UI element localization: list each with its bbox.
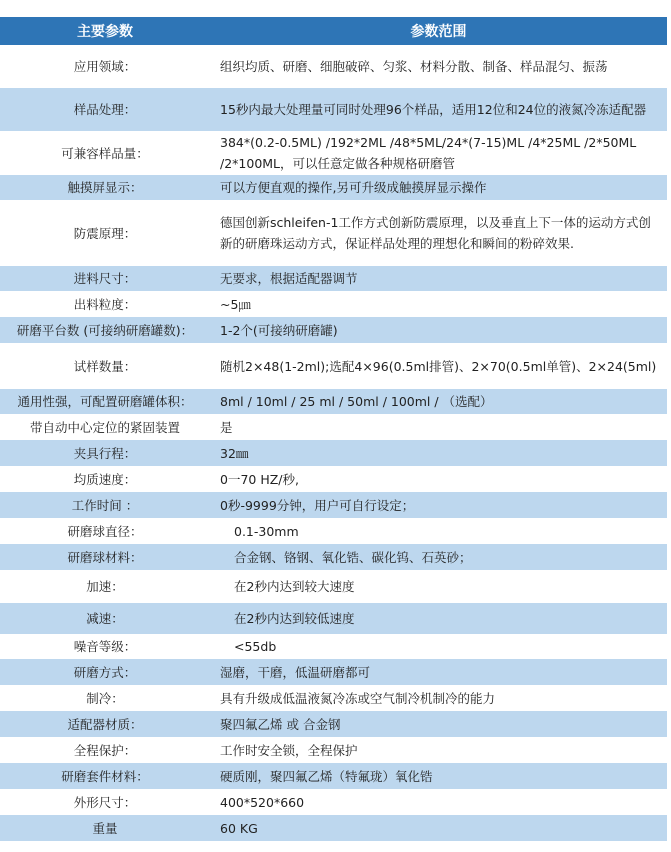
table-row: [0, 266, 667, 291]
param-name: 夹具行程：: [0, 440, 210, 466]
param-value: 384*(0.2-0.5ML) /192*2ML /48*5ML/24*(7-15)ML /4*25ML /2*50ML /2*100ML，可以任意定做各种规格研磨管: [210, 131, 667, 175]
param-value: 是: [210, 414, 667, 440]
param-value: 1-2个(可接纳研磨罐): [210, 317, 667, 343]
param-value: 400*520*660: [210, 789, 667, 815]
header-range: 参数范围: [210, 17, 667, 45]
param-name: 外形尺寸：: [0, 789, 210, 815]
table-row: [0, 685, 667, 711]
param-value: [210, 518, 667, 544]
table-header: [0, 17, 667, 45]
param-name: 均质速度：: [0, 466, 210, 492]
header-param: 主要参数: [0, 17, 210, 45]
param-value: 聚四氟乙烯 或 合金钢: [210, 711, 667, 737]
param-name: 重量: [0, 815, 210, 841]
param-value: [210, 544, 667, 570]
param-name: 可兼容样品量：: [0, 131, 210, 175]
parameter-table: [0, 17, 667, 841]
param-name: 进料尺寸：: [0, 266, 210, 291]
param-name: 噪音等级：: [0, 634, 210, 659]
param-name: 研磨球直径：: [0, 518, 210, 544]
table-row: [0, 45, 667, 88]
param-name: 防震原理：: [0, 200, 210, 266]
table-row: [0, 414, 667, 440]
table-row: [0, 200, 667, 266]
param-name: 工作时间 ：: [0, 492, 210, 518]
param-name: 研磨平台数 (可接纳研磨罐数)：: [0, 317, 210, 343]
param-value: 可以方便直观的操作,另可升级成触摸屏显示操作: [210, 175, 667, 200]
param-value: 硬质刚，聚四氟乙烯（特氟珑）氧化锆: [210, 763, 667, 789]
param-value-text: 0.1-30mm: [234, 523, 299, 539]
param-value: 随机2×48(1-2ml);选配4×96(0.5ml排管)、2×70(0.5ml单管)、2×24(5ml): [210, 343, 667, 389]
param-value-text: <55db: [234, 639, 277, 654]
param-name: 适配器材质：: [0, 711, 210, 737]
param-name: 研磨套件材料：: [0, 763, 210, 789]
param-value: ~5㎛: [210, 291, 667, 317]
param-value: 无要求，根据适配器调节: [210, 266, 667, 291]
table-row: [0, 88, 667, 131]
param-value: 德国创新schleifen-1工作方式创新防震原理，以及垂直上下一体的运动方式创新的研磨珠运动方式，保证样品处理的理想化和瞬间的粉碎效果.: [210, 200, 667, 266]
param-value-text: 在2秒内达到较低速度: [234, 611, 355, 626]
param-value: [210, 570, 667, 603]
table-row: [0, 737, 667, 763]
table-row: [0, 603, 667, 634]
param-name: 带自动中心定位的紧固装置: [0, 414, 210, 440]
table-row: [0, 440, 667, 466]
param-name: 试样数量：: [0, 343, 210, 389]
param-name: 应用领域：: [0, 45, 210, 88]
table-row: [0, 466, 667, 492]
param-value: 湿磨，干磨，低温研磨都可: [210, 659, 667, 685]
table-row: [0, 343, 667, 389]
param-name: 加速：: [0, 570, 210, 603]
param-name: 触摸屏显示：: [0, 175, 210, 200]
table-row: [0, 131, 667, 175]
table-row: [0, 789, 667, 815]
table-row: [0, 492, 667, 518]
param-value: 具有升级成低温液氮冷冻或空气制冷机制冷的能力: [210, 685, 667, 711]
param-value: 32㎜: [210, 440, 667, 466]
param-name: 制冷：: [0, 685, 210, 711]
param-value: 0秒-9999分钟，用户可自行设定；: [210, 492, 667, 518]
param-value-text: 合金钢、铬钢、氧化锆、碳化钨、石英砂；: [234, 549, 472, 565]
param-value: 8ml / 10ml / 25 ml / 50ml / 100ml / （选配）: [210, 389, 667, 414]
param-value: 工作时安全锁，全程保护: [210, 737, 667, 763]
param-value: 0一70 HZ/秒,: [210, 466, 667, 492]
param-value: 60 KG: [210, 815, 667, 841]
param-value: 15秒内最大处理量可同时处理96个样品，适用12位和24位的液氮冷冻适配器: [210, 88, 667, 131]
param-name: 出料粒度：: [0, 291, 210, 317]
table-row: [0, 570, 667, 603]
param-name: 通用性强，可配置研磨罐体积：: [0, 389, 210, 414]
table-row: [0, 544, 667, 570]
param-name: 减速：: [0, 603, 210, 634]
table-row: [0, 518, 667, 544]
param-value: 组织均质、研磨、细胞破碎、匀浆、材料分散、制备、样品混匀、振荡: [210, 45, 667, 88]
param-value: [210, 634, 667, 659]
table-row: [0, 175, 667, 200]
param-value: [210, 603, 667, 634]
table-row: [0, 634, 667, 659]
table-row: [0, 659, 667, 685]
param-name: 研磨方式：: [0, 659, 210, 685]
param-name: 研磨球材料：: [0, 544, 210, 570]
param-name: 样品处理：: [0, 88, 210, 131]
table-row: [0, 815, 667, 841]
param-value-text: 在2秒内达到较大速度: [234, 579, 355, 594]
param-name: 全程保护：: [0, 737, 210, 763]
table-row: [0, 291, 667, 317]
table-row: [0, 389, 667, 414]
table-row: [0, 317, 667, 343]
table-row: [0, 711, 667, 737]
table-row: [0, 763, 667, 789]
